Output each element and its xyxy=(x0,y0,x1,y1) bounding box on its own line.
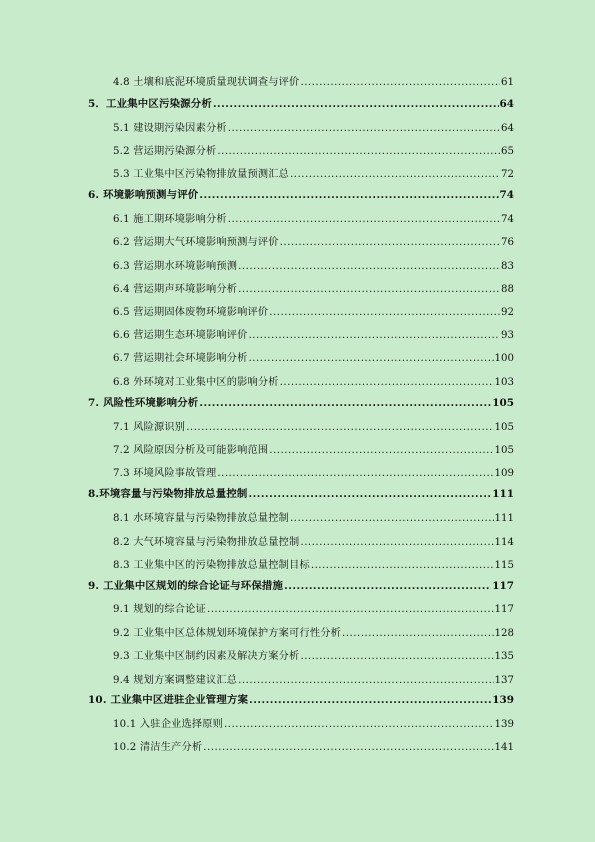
toc-page-number: 74 xyxy=(499,189,514,201)
toc-page-number: 64 xyxy=(501,123,514,134)
toc-page-number: 135 xyxy=(494,651,514,662)
toc-dot-leader xyxy=(269,307,500,318)
toc-dot-leader xyxy=(228,214,500,225)
toc-page-number: 105 xyxy=(494,422,514,433)
toc-chapter-5[interactable] xyxy=(88,95,514,111)
toc-entry-title: 8.1 水环境容量与污染物排放总量控制 xyxy=(113,513,290,524)
toc-entry-10-1[interactable] xyxy=(113,715,514,731)
toc-page-number: 61 xyxy=(501,77,514,88)
toc-chapter-10[interactable] xyxy=(88,691,514,707)
toc-page-number: 93 xyxy=(501,330,514,341)
toc-chapter-8[interactable] xyxy=(88,485,514,501)
toc-entry-5-3[interactable] xyxy=(113,165,514,181)
toc-page-number: 88 xyxy=(501,284,514,295)
toc-entry-title: 6.4 营运期声环境影响分析 xyxy=(113,284,238,295)
toc-entry-9-1[interactable] xyxy=(113,600,514,616)
toc-dot-leader xyxy=(342,628,494,639)
toc-entry-9-3[interactable] xyxy=(113,647,514,663)
toc-entry-title: 6.8 外环境对工业集中区的影响分析 xyxy=(113,377,279,388)
toc-entry-6-3[interactable] xyxy=(113,257,514,273)
toc-entry-9-4[interactable] xyxy=(113,671,514,687)
toc-page-number: 92 xyxy=(501,307,514,318)
toc-dot-leader xyxy=(207,604,494,615)
toc-entry-5-2[interactable] xyxy=(113,142,514,158)
toc-dot-leader xyxy=(284,580,491,592)
toc-entry-7-1[interactable] xyxy=(113,418,514,434)
toc-entry-5-1[interactable] xyxy=(113,119,514,135)
toc-page-number: 115 xyxy=(494,560,514,571)
toc-chapter-title: 6. 环境影响预测与评价 xyxy=(88,189,199,201)
toc-entry-6-7[interactable] xyxy=(113,349,514,365)
toc-entry-6-6[interactable] xyxy=(113,326,514,342)
toc-page-number: 65 xyxy=(501,146,514,157)
toc-entry-8-3[interactable] xyxy=(113,556,514,572)
toc-entry-title: 8.2 大气环境容量与污染物排放总量控制 xyxy=(113,537,300,548)
toc-dot-leader xyxy=(203,742,493,753)
toc-page-number: 74 xyxy=(501,214,514,225)
toc-dot-leader xyxy=(217,146,500,157)
toc-dot-leader xyxy=(186,422,493,433)
toc-page-number: 111 xyxy=(494,513,514,524)
toc-entry-title: 6.6 营运期生态环境影响评价 xyxy=(113,330,248,341)
toc-page-number: 72 xyxy=(501,169,514,180)
toc-page-number: 105 xyxy=(494,445,514,456)
toc-entry-title: 9.4 规划方案调整建议汇总 xyxy=(113,675,238,686)
toc-entry-7-2[interactable] xyxy=(113,441,514,457)
toc-entry-title: 9.2 工业集中区总体规划环境保护方案可行性分析 xyxy=(113,628,341,639)
toc-entry-title: 7.2 风险原因分析及可能影响范围 xyxy=(113,445,269,456)
toc-page-number: 83 xyxy=(501,261,514,272)
toc-chapter-title: 10. 工业集中区进驻企业管理方案 xyxy=(88,694,249,706)
toc-entry-6-8[interactable] xyxy=(113,373,514,389)
toc-entry-title: 7.1 风险源识别 xyxy=(113,422,186,433)
toc-dot-leader xyxy=(238,261,500,272)
toc-dot-leader xyxy=(217,468,493,479)
toc-entry-title: 7.3 环境风险事故管理 xyxy=(113,468,217,479)
toc-entry-6-5[interactable] xyxy=(113,303,514,319)
toc-page-number: 117 xyxy=(494,604,514,615)
toc-page-number: 137 xyxy=(494,675,514,686)
toc-dot-leader xyxy=(249,330,501,341)
toc-dot-leader xyxy=(213,98,499,110)
toc-entry-title: 10.2 清洁生产分析 xyxy=(113,742,203,753)
toc-entry-8-1[interactable] xyxy=(113,509,514,525)
toc-dot-leader xyxy=(199,397,491,409)
toc-page-number: 105 xyxy=(492,397,514,409)
toc-entry-4-8[interactable] xyxy=(113,73,514,89)
toc-chapter-title: 5．工业集中区污染源分析 xyxy=(88,98,212,110)
toc-entry-8-2[interactable] xyxy=(113,533,514,549)
toc-entry-7-3[interactable] xyxy=(113,464,514,480)
toc-entry-title: 5.3 工业集中区污染物排放量预测汇总 xyxy=(113,169,290,180)
toc-page-number: 64 xyxy=(499,98,514,110)
toc-dot-leader xyxy=(300,537,493,548)
toc-dot-leader xyxy=(238,675,493,686)
toc-dot-leader xyxy=(224,719,494,730)
toc-page-number: 103 xyxy=(494,377,514,388)
toc-entry-title: 6.5 营运期固体废物环境影响评价 xyxy=(113,307,269,318)
toc-chapter-title: 8.环境容量与污染物排放总量控制 xyxy=(88,488,248,500)
toc-dot-leader xyxy=(280,377,494,388)
toc-entry-title: 9.3 工业集中区制约因素及解决方案分析 xyxy=(113,651,300,662)
toc-page-number: 111 xyxy=(492,488,514,500)
toc-entry-title: 9.1 规划的综合论证 xyxy=(113,604,206,615)
toc-page-number: 76 xyxy=(501,237,514,248)
toc-entry-title: 5.1 建设期污染因素分析 xyxy=(113,123,227,134)
toc-entry-6-2[interactable] xyxy=(113,233,514,249)
toc-entry-title: 8.3 工业集中区的污染物排放总量控制目标 xyxy=(113,560,310,571)
toc-chapter-title: 9. 工业集中区规划的综合论证与环保措施 xyxy=(88,580,284,592)
toc-chapter-6[interactable] xyxy=(88,186,514,202)
toc-entry-title: 10.1 入驻企业选择原则 xyxy=(113,719,224,730)
toc-dot-leader xyxy=(228,123,500,134)
toc-entry-title: 6.1 施工期环境影响分析 xyxy=(113,214,227,225)
toc-entry-title: 4.8 土壤和底泥环境质量现状调查与评价 xyxy=(113,77,300,88)
toc-chapter-title: 7. 风险性环境影响分析 xyxy=(88,397,199,409)
toc-page-number: 100 xyxy=(494,353,514,364)
toc-chapter-7[interactable] xyxy=(88,394,514,410)
toc-entry-title: 6.3 营运期水环境影响预测 xyxy=(113,261,238,272)
toc-page-number: 109 xyxy=(494,468,514,479)
toc-page-number: 141 xyxy=(494,742,514,753)
toc-dot-leader xyxy=(300,77,500,88)
toc-dot-leader xyxy=(311,560,494,571)
toc-page-number: 139 xyxy=(494,719,514,730)
toc-page-number: 128 xyxy=(494,628,514,639)
toc-page-number: 139 xyxy=(492,694,514,706)
toc-dot-leader xyxy=(280,237,500,248)
toc-entry-9-2[interactable] xyxy=(113,624,514,640)
toc-entry-title: 6.2 营运期大气环境影响预测与评价 xyxy=(113,237,279,248)
toc-entry-title: 5.2 营运期污染源分析 xyxy=(113,146,217,157)
toc-dot-leader xyxy=(269,445,493,456)
toc-dot-leader xyxy=(249,694,491,706)
toc-dot-leader xyxy=(249,488,492,500)
toc-entry-10-2[interactable] xyxy=(113,738,514,754)
toc-page-number: 117 xyxy=(492,580,514,592)
toc-dot-leader xyxy=(249,353,494,364)
toc-dot-leader xyxy=(290,169,500,180)
toc-chapter-9[interactable] xyxy=(88,577,514,593)
toc-entry-6-1[interactable] xyxy=(113,210,514,226)
toc-dot-leader xyxy=(199,189,498,201)
toc-entry-title: 6.7 营运期社会环境影响分析 xyxy=(113,353,248,364)
toc-dot-leader xyxy=(300,651,493,662)
toc-page-number: 114 xyxy=(494,537,514,548)
toc-dot-leader xyxy=(238,284,500,295)
toc-dot-leader xyxy=(290,513,493,524)
toc-entry-6-4[interactable] xyxy=(113,280,514,296)
